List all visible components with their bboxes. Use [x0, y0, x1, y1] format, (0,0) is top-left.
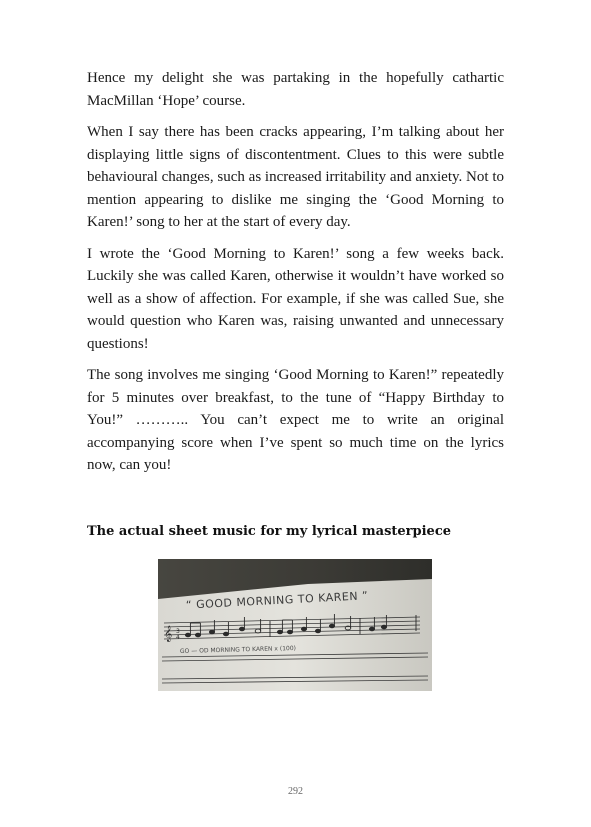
page-number: 292 — [288, 786, 303, 797]
svg-text:𝄞: 𝄞 — [164, 626, 173, 642]
photo-lyrics: GO — OD MORNING TO KAREN x (100) — [179, 644, 297, 656]
body-text — [87, 67, 504, 486]
figure-caption: The actual sheet music for my lyrical masterpiece — [87, 524, 452, 539]
svg-text:3: 3 — [176, 628, 180, 635]
sheet-music-photo — [158, 559, 432, 691]
svg-text:4: 4 — [176, 634, 180, 641]
sheet-music-image — [158, 559, 432, 691]
photo-title: “ GOOD MORNING TO KAREN ” — [185, 589, 369, 612]
paragraph-1: Hence my delight she was partaking in the hopefully cathartic MacMillan ‘Hope’ course. — [87, 70, 504, 109]
paragraph-3: I wrote the ‘Good Morning to Karen!’ song a few weeks back. Luckily she was called Karen, otherwise it wouldn’t have worked so well as a show of affection. For example, if she was called Sue, she would question who Karen was, raising unwanted and unnecessary questions! — [87, 245, 504, 352]
paragraph-2: When I say there has been cracks appearing, I’m talking about her displaying little signs of discontentment. Clues to this were subtle behavioural changes, such as increased irritability and anxiety. Not to mention appearing to dislike me singing the ‘Good Morning to Karen!’ song to her at the start of every day. — [87, 124, 504, 230]
paragraph-4: The song involves me singing ‘Good Morning to Karen!” repeatedly for 5 minutes over breakfast, to the tune of “Happy Birthday to You!” ……….. You can’t expect me to write an original accompanying score when I’ve spent so much time on the lyrics now, can you! — [87, 367, 504, 473]
